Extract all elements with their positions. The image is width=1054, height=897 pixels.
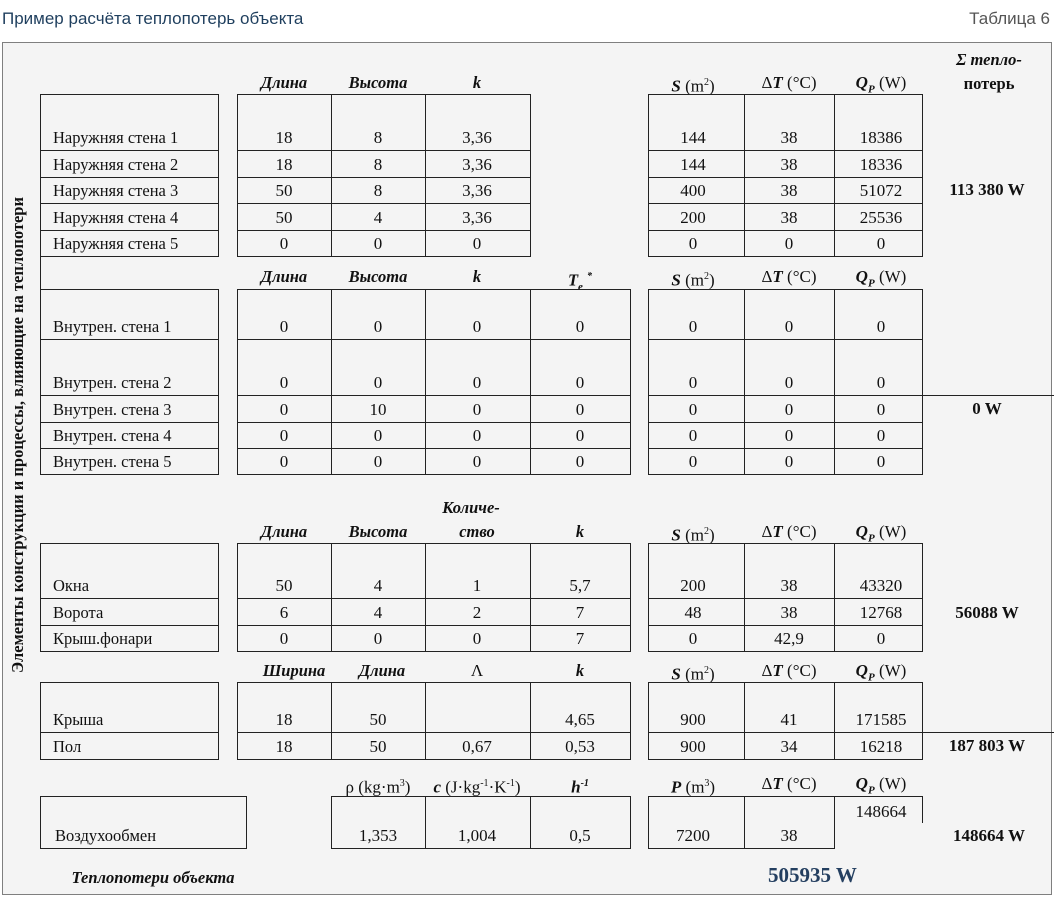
inner-wall-qp: 0 — [876, 317, 886, 336]
inner-wall-dt: 0 — [784, 400, 794, 419]
inner-wall-k: 0 — [472, 426, 482, 445]
header-s: S $(m^2)$ — [671, 270, 715, 290]
outer-wall-qp: 0 — [876, 234, 886, 253]
header-dt: ΔT (°C) — [761, 267, 817, 286]
opening-s: 200 — [680, 576, 706, 595]
inner-wall-te: 0 — [575, 452, 585, 471]
inner-wall-length: 0 — [279, 373, 289, 392]
inner-wall-name: Внутрен. стена 3 — [53, 400, 172, 419]
inner-wall-s: 0 — [688, 452, 698, 471]
inner-walls-total: 0 W — [972, 399, 1002, 418]
sum-header-2: потерь — [963, 74, 1015, 93]
outer-wall-qp: 18386 — [859, 128, 903, 147]
header-height: Высота — [348, 73, 408, 92]
opening-dt: 42,9 — [774, 629, 804, 648]
outer-wall-k: 3,36 — [462, 155, 492, 174]
table-number: Таблица 6 — [969, 9, 1050, 28]
opening-k: 5,7 — [569, 576, 591, 595]
inner-wall-s: 0 — [688, 426, 698, 445]
outer-wall-k: 3,36 — [462, 181, 492, 200]
outer-wall-k: 3,36 — [462, 128, 492, 147]
outer-wall-dt: 38 — [780, 155, 798, 174]
inner-wall-k: 0 — [472, 373, 482, 392]
outer-wall-height: 4 — [373, 208, 383, 227]
roof-floor-length: 50 — [369, 737, 387, 756]
header-k: k — [575, 661, 585, 680]
inner-wall-qp: 0 — [876, 452, 886, 471]
inner-wall-length: 0 — [279, 400, 289, 419]
opening-height: 4 — [373, 603, 383, 622]
header-s: S $(m^2)$ — [671, 664, 715, 684]
header-s: S $(m^2)$ — [671, 76, 715, 96]
header-qp: $Q_P$ (W) — [855, 522, 907, 545]
inner-wall-name: Внутрен. стена 5 — [53, 452, 172, 471]
header-dt: ΔT (°C) — [761, 522, 817, 541]
header-length: Длина — [358, 661, 406, 680]
openings-total: 56088 W — [955, 603, 1019, 622]
header-qp: $Q_P$ (W) — [855, 73, 907, 96]
air-c: 1,004 — [457, 826, 497, 845]
inner-wall-dt: 0 — [784, 317, 794, 336]
outer-wall-k: 3,36 — [462, 208, 492, 227]
row-label-cell — [40, 256, 219, 290]
outer-wall-s: 400 — [680, 181, 706, 200]
opening-name: Окна — [53, 576, 90, 595]
header-length: Длина — [260, 267, 308, 286]
header-length: Длина — [260, 522, 308, 541]
opening-s: 48 — [684, 603, 702, 622]
outer-wall-dt: 0 — [784, 234, 794, 253]
outer-wall-name: Наружняя стена 4 — [53, 208, 179, 227]
opening-length: 0 — [279, 629, 289, 648]
air-p: 7200 — [676, 826, 710, 845]
outer-wall-qp: 25536 — [859, 208, 903, 227]
opening-qp: 0 — [876, 629, 886, 648]
inner-wall-height: 0 — [373, 317, 383, 336]
inner-wall-te: 0 — [575, 373, 585, 392]
opening-qp: 43320 — [859, 576, 903, 595]
inner-wall-dt: 0 — [784, 373, 794, 392]
inner-wall-height: 0 — [373, 426, 383, 445]
outer-wall-name: Наружняя стена 1 — [53, 128, 179, 147]
inner-wall-name: Внутрен. стена 4 — [53, 426, 172, 445]
inner-wall-te: 0 — [575, 426, 585, 445]
table-header — [0, 0, 1054, 42]
header-k: k — [575, 522, 585, 541]
header-lambda: Λ — [470, 661, 484, 680]
roof-floor-qp: 171585 — [855, 710, 907, 729]
inner-wall-qp: 0 — [876, 373, 886, 392]
opening-length: 50 — [275, 576, 293, 595]
outer-walls-total: 113 380 W — [949, 180, 1025, 199]
inner-wall-k: 0 — [472, 452, 482, 471]
outer-wall-height: 8 — [373, 181, 383, 200]
side-label: Элементы конструкции и процессы, влияющие на теплопотери — [8, 196, 27, 674]
outer-wall-k: 0 — [472, 234, 482, 253]
opening-quantity: 2 — [472, 603, 482, 622]
header-te: $T_e$ * — [567, 270, 593, 293]
header-c: c $(J\cdot kg^{-1}\cdot K^{-1})$ — [433, 777, 521, 797]
header-quantity: Количе- — [442, 498, 500, 517]
header-qp: $Q_P$ (W) — [855, 267, 907, 290]
header-length: Длина — [260, 73, 308, 92]
opening-name: Ворота — [53, 603, 104, 622]
outer-wall-length: 50 — [275, 181, 293, 200]
outer-wall-s: 144 — [680, 128, 706, 147]
roof-floor-s: 900 — [680, 737, 706, 756]
air-exchange-name: Воздухообмен — [55, 826, 157, 845]
roof-floor-dt: 34 — [780, 737, 798, 756]
air-exchange-total: 148664 W — [953, 826, 1025, 845]
air-qp: 148664 — [855, 802, 907, 821]
opening-s: 0 — [688, 629, 698, 648]
opening-height: 0 — [373, 629, 383, 648]
inner-wall-name: Внутрен. стена 1 — [53, 317, 172, 336]
inner-wall-s: 0 — [688, 317, 698, 336]
roof-floor-k: 0,53 — [565, 737, 595, 756]
inner-wall-s: 0 — [688, 373, 698, 392]
outer-wall-length: 18 — [275, 128, 293, 147]
header-dt: ΔT (°C) — [761, 774, 817, 793]
inner-wall-length: 0 — [279, 452, 289, 471]
roof-floor-k: 4,65 — [565, 710, 595, 729]
header-h: $h^{-1}$ — [571, 777, 589, 797]
outer-wall-length: 0 — [279, 234, 289, 253]
outer-wall-s: 144 — [680, 155, 706, 174]
opening-quantity: 1 — [472, 576, 482, 595]
header-s: S $(m^2)$ — [671, 525, 715, 545]
roof-floor-width: 18 — [275, 710, 293, 729]
inner-wall-k: 0 — [472, 400, 482, 419]
roof-floor-qp: 16218 — [859, 737, 903, 756]
inner-wall-length: 0 — [279, 426, 289, 445]
outer-wall-height: 0 — [373, 234, 383, 253]
inner-wall-dt: 0 — [784, 426, 794, 445]
opening-k: 7 — [575, 603, 585, 622]
opening-qp: 12768 — [859, 603, 903, 622]
header-height: Высота — [348, 267, 408, 286]
outer-wall-length: 18 — [275, 155, 293, 174]
outer-wall-s: 200 — [680, 208, 706, 227]
opening-dt: 38 — [780, 603, 798, 622]
air-rho: 1,353 — [358, 826, 398, 845]
opening-name: Крыш.фонари — [53, 629, 153, 648]
opening-height: 4 — [373, 576, 383, 595]
outer-wall-height: 8 — [373, 155, 383, 174]
roof-floor-dt: 41 — [780, 710, 798, 729]
inner-wall-qp: 0 — [876, 400, 886, 419]
opening-quantity: 0 — [472, 629, 482, 648]
inner-wall-height: 10 — [369, 400, 387, 419]
inner-wall-s: 0 — [688, 400, 698, 419]
outer-wall-dt: 38 — [780, 208, 798, 227]
outer-wall-dt: 38 — [780, 181, 798, 200]
air-h: 0,5 — [569, 826, 591, 845]
outer-wall-qp: 51072 — [859, 181, 903, 200]
inner-wall-name: Внутрен. стена 2 — [53, 373, 172, 392]
roof-floor-lambda: 0,67 — [462, 737, 492, 756]
opening-dt: 38 — [780, 576, 798, 595]
roof-floor-s: 900 — [680, 710, 706, 729]
roof-floor-length: 50 — [369, 710, 387, 729]
outer-wall-qp: 18336 — [859, 155, 903, 174]
page-title: Пример расчёта теплопотерь объекта — [2, 9, 304, 28]
outer-wall-s: 0 — [688, 234, 698, 253]
header-height: Высота — [348, 522, 408, 541]
inner-wall-k: 0 — [472, 317, 482, 336]
outer-wall-name: Наружняя стена 2 — [53, 155, 179, 174]
footer-label: Теплопотери объекта — [71, 868, 235, 887]
roof-floor-name: Пол — [53, 737, 82, 756]
roof-floor-width: 18 — [275, 737, 293, 756]
header-rho: ρ $(kg\cdot m^3)$ — [345, 777, 411, 797]
header-width: Ширина — [262, 661, 326, 680]
sum-header-1: Σ тепло- — [956, 50, 1022, 69]
header-dt: ΔT (°C) — [761, 73, 817, 92]
outer-wall-length: 50 — [275, 208, 293, 227]
header-k: k — [472, 73, 482, 92]
header-dt: ΔT (°C) — [761, 661, 817, 680]
opening-length: 6 — [279, 603, 289, 622]
inner-wall-qp: 0 — [876, 426, 886, 445]
outer-wall-height: 8 — [373, 128, 383, 147]
header-p: P $(m^3)$ — [670, 777, 716, 797]
roof-floor-total: 187 803 W — [948, 736, 1026, 755]
inner-wall-te: 0 — [575, 400, 585, 419]
outer-wall-dt: 38 — [780, 128, 798, 147]
roof-floor-name: Крыша — [53, 710, 104, 729]
inner-wall-dt: 0 — [784, 452, 794, 471]
outer-wall-name: Наружняя стена 3 — [53, 181, 179, 200]
table-cell — [425, 682, 531, 733]
opening-k: 7 — [575, 629, 585, 648]
header-quantity: ство — [459, 522, 495, 541]
inner-wall-height: 0 — [373, 452, 383, 471]
inner-wall-te: 0 — [575, 317, 585, 336]
inner-wall-length: 0 — [279, 317, 289, 336]
footer-total: 505935 W — [768, 863, 857, 887]
air-dt: 38 — [780, 826, 798, 845]
header-qp: $Q_P$ (W) — [855, 774, 907, 797]
header-k: k — [472, 267, 482, 286]
header-qp: $Q_P$ (W) — [855, 661, 907, 684]
inner-wall-height: 0 — [373, 373, 383, 392]
outer-wall-name: Наружняя стена 5 — [53, 234, 179, 253]
